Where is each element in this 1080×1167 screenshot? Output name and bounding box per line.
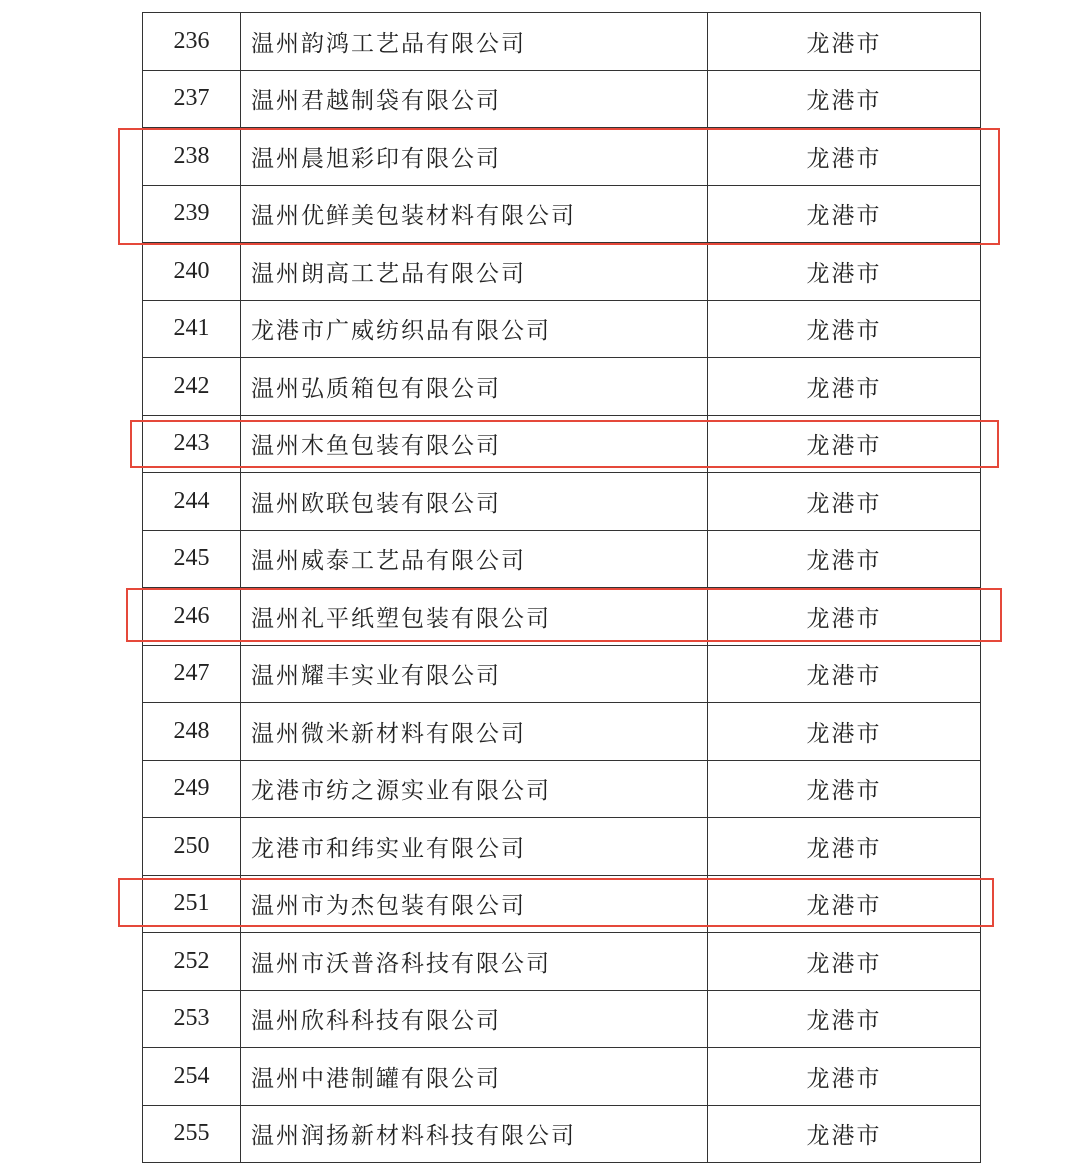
city-name: 龙港市 (708, 300, 981, 358)
table-row (143, 703, 981, 761)
city-name: 龙港市 (708, 358, 981, 416)
table-row (143, 1048, 981, 1106)
row-number: 241 (143, 300, 241, 358)
row-number: 253 (143, 990, 241, 1048)
company-list-table (142, 12, 981, 1163)
company-name: 温州欧联包装有限公司 (241, 473, 708, 531)
company-name: 温州耀丰实业有限公司 (241, 645, 708, 703)
table-row (143, 13, 981, 71)
company-name: 温州微米新材料有限公司 (241, 703, 708, 761)
row-number: 246 (143, 588, 241, 646)
table-row (143, 530, 981, 588)
company-name: 温州润扬新材料科技有限公司 (241, 1105, 708, 1163)
city-name: 龙港市 (708, 243, 981, 301)
company-name: 温州威泰工艺品有限公司 (241, 530, 708, 588)
row-number: 249 (143, 760, 241, 818)
city-name: 龙港市 (708, 875, 981, 933)
row-number: 237 (143, 70, 241, 128)
city-name: 龙港市 (708, 128, 981, 186)
row-number: 239 (143, 185, 241, 243)
city-name: 龙港市 (708, 818, 981, 876)
table-row (143, 243, 981, 301)
row-number: 240 (143, 243, 241, 301)
table-row (143, 1105, 981, 1163)
table-row (143, 300, 981, 358)
company-name: 温州君越制袋有限公司 (241, 70, 708, 128)
row-number: 245 (143, 530, 241, 588)
row-number: 255 (143, 1105, 241, 1163)
company-name: 龙港市纺之源实业有限公司 (241, 760, 708, 818)
row-number: 236 (143, 13, 241, 71)
company-name: 温州市沃普洛科技有限公司 (241, 933, 708, 991)
company-name: 温州晨旭彩印有限公司 (241, 128, 708, 186)
company-name: 龙港市广威纺织品有限公司 (241, 300, 708, 358)
table-row (143, 760, 981, 818)
city-name: 龙港市 (708, 530, 981, 588)
table-row (143, 990, 981, 1048)
row-number: 244 (143, 473, 241, 531)
row-number: 250 (143, 818, 241, 876)
table-row (143, 875, 981, 933)
row-number: 251 (143, 875, 241, 933)
row-number: 254 (143, 1048, 241, 1106)
row-number: 238 (143, 128, 241, 186)
city-name: 龙港市 (708, 1105, 981, 1163)
company-name: 温州弘质箱包有限公司 (241, 358, 708, 416)
row-number: 243 (143, 415, 241, 473)
table-row (143, 415, 981, 473)
city-name: 龙港市 (708, 13, 981, 71)
table-row (143, 588, 981, 646)
table-row (143, 473, 981, 531)
row-number: 248 (143, 703, 241, 761)
row-number: 247 (143, 645, 241, 703)
row-number: 252 (143, 933, 241, 991)
table-row (143, 70, 981, 128)
city-name: 龙港市 (708, 185, 981, 243)
table-row (143, 933, 981, 991)
table-row (143, 128, 981, 186)
city-name: 龙港市 (708, 703, 981, 761)
company-name: 温州礼平纸塑包装有限公司 (241, 588, 708, 646)
company-name: 温州欣科科技有限公司 (241, 990, 708, 1048)
city-name: 龙港市 (708, 1048, 981, 1106)
table-row (143, 645, 981, 703)
company-name: 温州韵鸿工艺品有限公司 (241, 13, 708, 71)
city-name: 龙港市 (708, 473, 981, 531)
table-row (143, 818, 981, 876)
company-name: 温州市为杰包装有限公司 (241, 875, 708, 933)
company-name: 温州优鲜美包装材料有限公司 (241, 185, 708, 243)
company-name: 温州中港制罐有限公司 (241, 1048, 708, 1106)
table-row (143, 185, 981, 243)
company-name: 温州木鱼包装有限公司 (241, 415, 708, 473)
table-body (143, 13, 981, 1163)
city-name: 龙港市 (708, 760, 981, 818)
city-name: 龙港市 (708, 70, 981, 128)
company-name: 龙港市和纬实业有限公司 (241, 818, 708, 876)
city-name: 龙港市 (708, 933, 981, 991)
row-number: 242 (143, 358, 241, 416)
city-name: 龙港市 (708, 415, 981, 473)
city-name: 龙港市 (708, 645, 981, 703)
city-name: 龙港市 (708, 588, 981, 646)
city-name: 龙港市 (708, 990, 981, 1048)
table-row (143, 358, 981, 416)
company-name: 温州朗高工艺品有限公司 (241, 243, 708, 301)
